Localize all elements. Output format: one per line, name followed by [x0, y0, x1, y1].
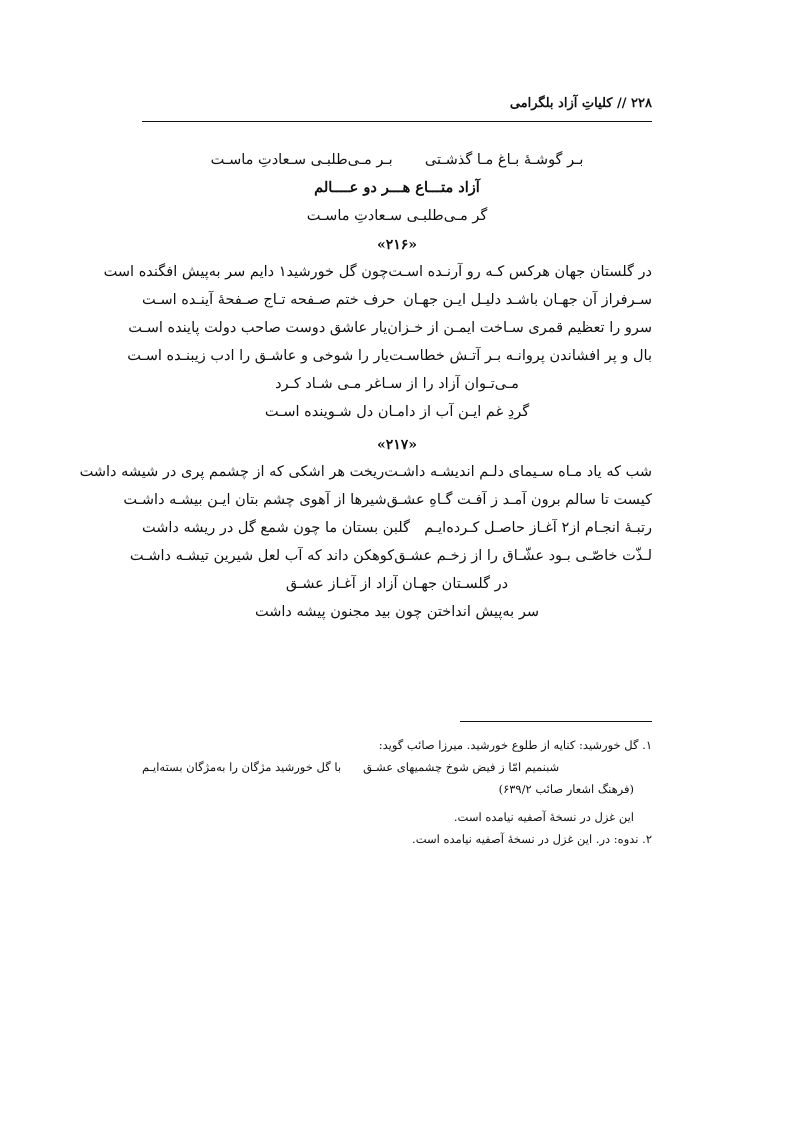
couplet	[127, 342, 652, 370]
hemistich-second: یار را شوخی و عاشـق را ادب زیبنـده اسـت	[127, 348, 389, 364]
couplet	[129, 542, 652, 570]
couplet	[128, 314, 652, 342]
footnote-2: ۲. ندوه: در. این غزل در نسخۀ آصفیه نیامده است.	[412, 832, 652, 846]
footnote-note: این غزل در نسخۀ آصفیه نیامده است.	[453, 810, 634, 824]
running-header: ۲۲۸ // کلیاتِ آزاد بلگرامی	[509, 96, 652, 111]
footnote-1-source: (فرهنگ اشعار صائب ۶۳۹/۲)	[498, 782, 634, 796]
closing-hemistich-2: سر به‌پیش انداختن چون بید مجنون پیشه داشت	[255, 604, 539, 620]
opening-hemistich-b: بـر مـی‌طلبـی سـعادتِ ماسـت	[210, 152, 393, 168]
ghazal-217	[79, 432, 652, 626]
footnote-verse-b: با گل خورشید مژگان را به‌مژگان بسته‌ایـم	[142, 760, 342, 774]
opening-stanza	[142, 146, 652, 230]
couplet	[79, 458, 652, 486]
couplet	[142, 514, 652, 542]
ghazal-number: «۲۱۶»	[376, 237, 418, 253]
couplet	[123, 486, 652, 514]
hemistich-second: کوهکن داند که آب لعل شیرین تیشـه داشـت	[129, 548, 395, 564]
opening-line-2: آزاد متـــاع هـــر دو عــــالم	[314, 179, 480, 196]
footnote-verse-a: شبنمیم امّا ز فیض شوخ چشمیهای عشـق	[363, 760, 560, 774]
hemistich-first: سـرفراز آن جهـان باشـد دلیـل ایـن جهـان	[403, 292, 652, 308]
hemistich-first: در گلستان جهان هرکس کـه رو آرنـده اسـت	[388, 264, 652, 280]
hemistich-first: بال و پر افشاندن پروانـه بـر آتـش خطاسـت	[388, 348, 652, 364]
footnote-1-verse	[142, 756, 652, 778]
hemistich-second: ریخت هر اشکی که از چشمم پری در شیشه داشت	[79, 464, 385, 480]
hemistich-first: سرو را تعظیم قمری سـاخت ایمـن از خـزان	[387, 320, 652, 336]
opening-hemistich-a: بـر گوشـۀ بـاغ مـا گذشـتی	[424, 152, 584, 168]
hemistich-first: کیست تا سالم برون آمـد ز آفـت گـاهِ عشـق	[386, 492, 652, 508]
hemistich-first: شب که یاد مـاه سـیمای دلـم اندیشـه داشـت	[384, 464, 652, 480]
hemistich-first: رتبـۀ انجـام از۲ آغـاز حاصـل کـرده‌ایـم	[424, 520, 652, 536]
ghazal-number: «۲۱۷»	[376, 437, 418, 453]
hemistich-second: گلبن بستان ما چون شمع گل در ریشه داشت	[142, 520, 410, 536]
couplet	[103, 258, 652, 286]
header-rule	[142, 121, 652, 122]
couplet	[142, 286, 652, 314]
opening-line-1	[142, 146, 652, 174]
opening-line-3: گر مـی‌طلبـی سـعادتِ ماسـت	[306, 208, 488, 224]
closing-hemistich-2: گردِ غم ایـن آب از دامـان دل شـوینده اسـت	[264, 404, 530, 420]
footnote-1: ۱. گل خورشید: کنایه از طلوع خورشید. میرزا صائب گوید:	[378, 738, 652, 752]
closing-hemistich-1: مـی‌تـوان آزاد را از سـاغر مـی شـاد کـرد	[275, 376, 519, 392]
footnotes	[142, 734, 652, 850]
hemistich-second: چون گل خورشید۱ دایم سر به‌پیش افگنده است	[103, 264, 389, 280]
hemistich-second: یار عاشق دوست صاحب دولت پاینده اسـت	[128, 320, 388, 336]
closing-hemistich-1: در گلسـتان جهـان آزاد از آغـاز عشـق	[285, 576, 509, 592]
hemistich-second: شیرها از آهوی چشم بتان ایـن بیشـه داشـت	[123, 492, 387, 508]
hemistich-first: لـذّت خاصّـی بـود عشّـاق را از زخـم عشـق	[394, 548, 652, 564]
ghazal-216	[103, 232, 652, 426]
footnote-rule	[460, 721, 652, 722]
hemistich-second: حرف ختم صـفحه تـاج صـفحۀ آینـده اسـت	[142, 292, 396, 308]
